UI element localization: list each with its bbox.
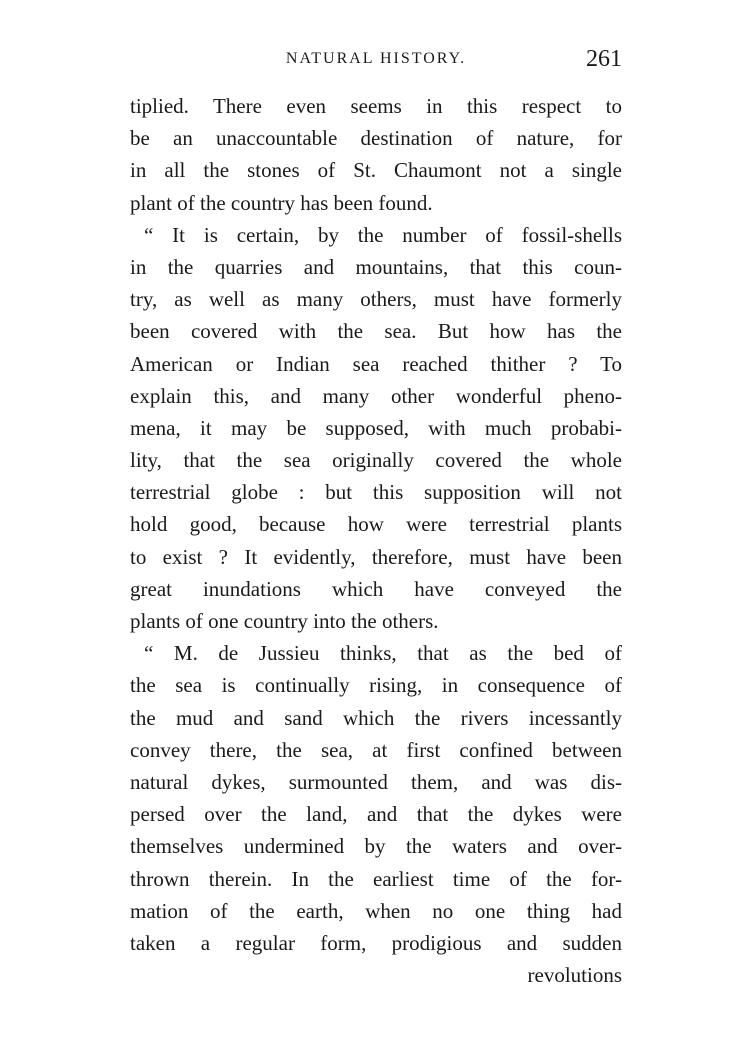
text-line: great inundations which have conveyed the xyxy=(130,576,622,601)
body-text xyxy=(130,90,622,991)
text-line: try, as well as many others, must have formerly xyxy=(130,287,622,312)
text-line: persed over the land, and that the dykes were xyxy=(130,802,622,827)
text-line: lity, that the sea originally covered the whole xyxy=(130,448,622,473)
text-line: “ It is certain, by the number of fossil-shells xyxy=(144,222,622,247)
text-line: plants of one country into the others. xyxy=(130,609,439,633)
text-line: hold good, because how were terrestrial plants xyxy=(130,512,622,537)
text-line: the sea is continually rising, in consequence of xyxy=(130,673,622,698)
text-line: to exist ? It evidently, therefore, must have been xyxy=(130,544,622,569)
text-line: in the quarries and mountains, that this coun- xyxy=(130,254,622,279)
text-line: in all the stones of St. Chaumont not a single xyxy=(130,158,622,183)
text-line: thrown therein. In the earliest time of the for- xyxy=(130,866,622,891)
text-line: American or Indian sea reached thither ? To xyxy=(130,351,622,376)
text-line: tiplied. There even seems in this respect to xyxy=(130,94,622,118)
text-line: mena, it may be supposed, with much probabi- xyxy=(130,415,622,440)
text-line: “ M. de Jussieu thinks, that as the bed of xyxy=(144,641,622,666)
text-line: been covered with the sea. But how has the xyxy=(130,319,622,344)
text-line: the mud and sand which the rivers incessantly xyxy=(130,705,622,730)
text-line: themselves undermined by the waters and over- xyxy=(130,834,622,859)
text-line: taken a regular form, prodigious and sudden xyxy=(130,930,622,955)
text-line: be an unaccountable destination of nature, for xyxy=(130,126,622,151)
text-line: convey there, the sea, at first confined between xyxy=(130,737,622,762)
text-line: explain this, and many other wonderful pheno- xyxy=(130,383,622,408)
text-line: terrestrial globe : but this supposition will not xyxy=(130,480,622,505)
page-number: 261 xyxy=(586,46,622,72)
running-title: NATURAL HISTORY. xyxy=(285,50,467,67)
running-head xyxy=(130,46,622,80)
text-line: natural dykes, surmounted them, and was dis- xyxy=(130,769,622,794)
text-line: mation of the earth, when no one thing had xyxy=(130,898,622,923)
catchword: revolutions xyxy=(527,963,622,988)
text-line: plant of the country has been found. xyxy=(130,190,433,215)
